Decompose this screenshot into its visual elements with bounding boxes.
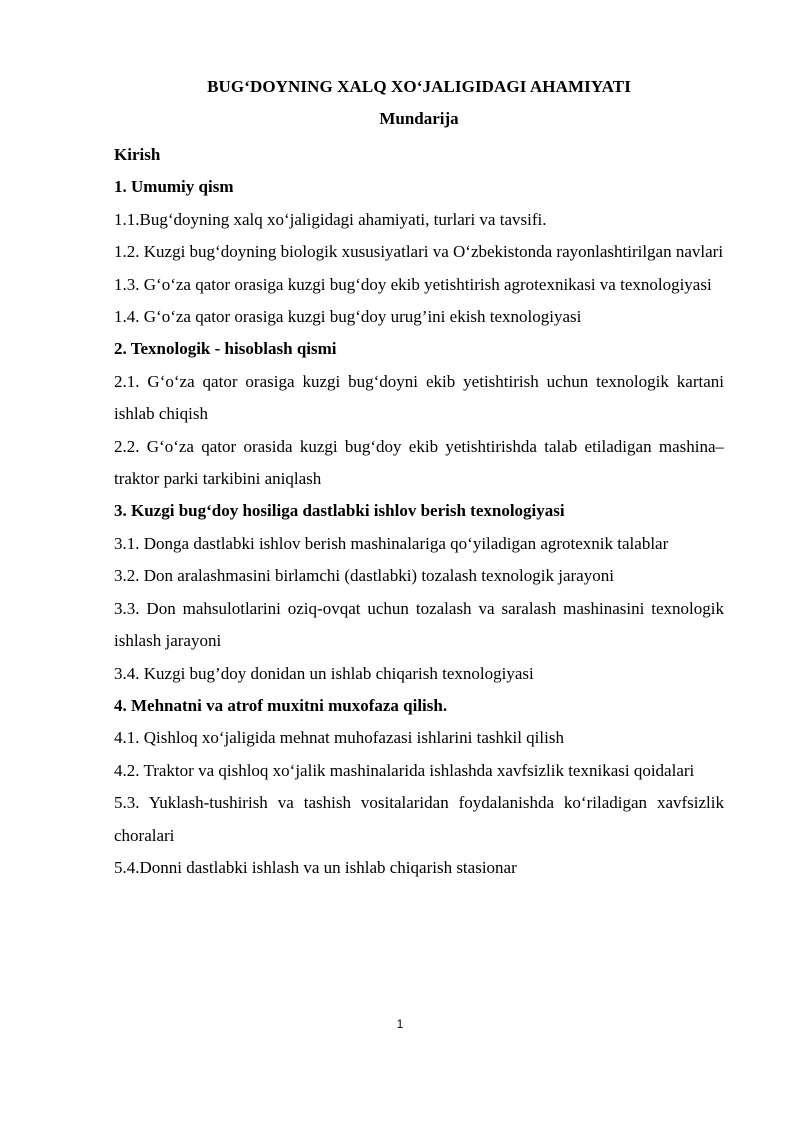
toc-section-heading: 4. Mehnatni va atrof muxitni muxofaza qilish. — [114, 695, 448, 715]
toc-section-heading: 1. Umumiy qism — [114, 177, 234, 197]
table-of-contents — [114, 139, 724, 884]
toc-entry: 1.4. G‘o‘za qator orasiga kuzgi bug‘doy urug’ini ekish texnologiyasi — [114, 307, 582, 327]
toc-entry: 5.4.Donni dastlabki ishlash va un ishlab chiqarish stasionar — [114, 857, 517, 877]
toc-entry: 4.2. Traktor va qishloq xo‘jalik mashinalarida ishlashda xavfsizlik texnikasi qoidalari — [114, 760, 695, 780]
page-number: 1 — [396, 1017, 404, 1031]
toc-entry: 2.2. G‘o‘za qator orasida kuzgi bug‘doy ekib yetishtirishda talab etiladigan mashina–traktor parki tarkibini aniqlash — [114, 436, 724, 489]
toc-entry: 1.3. G‘o‘za qator orasiga kuzgi bug‘doy ekib yetishtirish agrotexnikasi va texnologiyasi — [114, 274, 712, 294]
toc-entry: 3.4. Kuzgi bug’doy donidan un ishlab chiqarish texnologiyasi — [114, 663, 534, 683]
toc-entry: 1.1.Bug‘doyning xalq xo‘jaligidagi ahamiyati, turlari va tavsifi. — [114, 209, 547, 229]
toc-entry: 1.2. Kuzgi bug‘doyning biologik xususiyatlari va O‘zbekistonda rayonlashtirilgan navlari — [114, 242, 724, 262]
toc-heading: Mundarija — [379, 109, 459, 128]
document-title: BUG‘DOYNING XALQ XO‘JALIGIDAGI AHAMIYATI — [207, 77, 631, 96]
toc-entry: 3.2. Don aralashmasini birlamchi (dastlabki) tozalash texnologik jarayoni — [114, 566, 614, 586]
document-page — [114, 75, 724, 884]
toc-entry: 3.3. Don mahsulotlarini oziq-ovqat uchun tozalash va saralash mashinasini texnologik ishlash jarayoni — [114, 598, 724, 651]
toc-section-heading: 2. Texnologik - hisoblash qismi — [114, 339, 337, 359]
toc-entry: 2.1. G‘o‘za qator orasiga kuzgi bug‘doyni ekib yetishtirish uchun texnologik kartani ishlab chiqish — [114, 371, 724, 424]
toc-entry: 5.3. Yuklash-tushirish va tashish vositalaridan foydalanishda ko‘riladigan xavfsizlik choralari — [114, 793, 724, 845]
toc-entry: 4.1. Qishloq xo‘jaligida mehnat muhofazasi ishlarini tashkil qilish — [114, 728, 564, 748]
toc-section-heading: Kirish — [114, 145, 161, 164]
toc-section-heading: 3. Kuzgi bug‘doy hosiliga dastlabki ishlov berish texnologiyasi — [114, 501, 565, 521]
toc-entry: 3.1. Donga dastlabki ishlov berish mashinalariga qo‘yiladigan agrotexnik talablar — [114, 533, 669, 553]
